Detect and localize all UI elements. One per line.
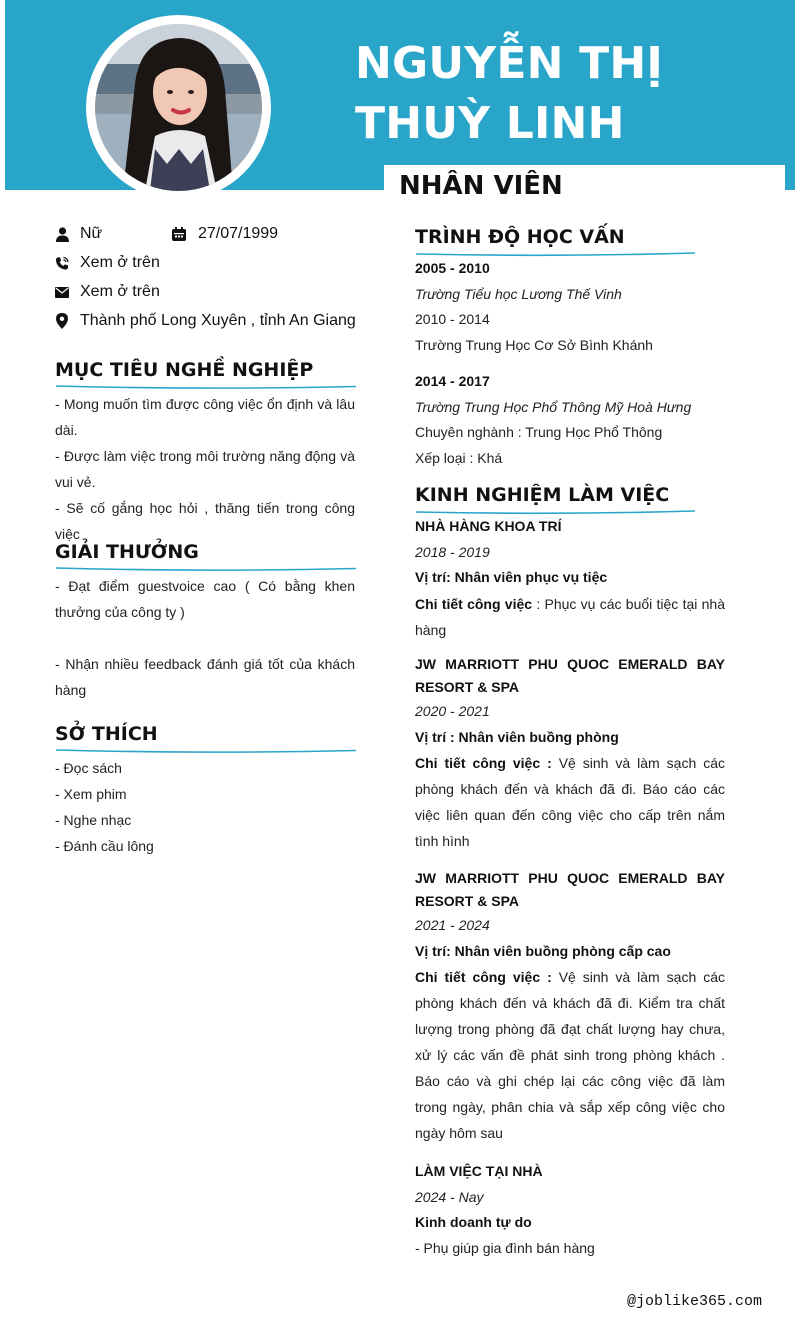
job-detail-label: Chi tiết công việc :	[415, 969, 552, 985]
calendar-icon	[172, 226, 187, 242]
job-position: Vị trí : Nhân viên buồng phòng	[415, 728, 619, 745]
job-company-cont: RESORT & SPA	[415, 893, 519, 909]
gender-value: Nữ	[80, 225, 103, 242]
job-entry	[415, 1159, 725, 1261]
job-detail-text: - Phụ giúp gia đình bán hàng	[415, 1239, 595, 1256]
avatar	[95, 24, 262, 191]
hobby-item: - Xem phim	[55, 786, 127, 802]
awards-list	[55, 573, 355, 703]
job-detail-label: Chi tiết công việc :	[415, 755, 552, 771]
education-title: TRÌNH ĐỘ HỌC VẤN	[415, 226, 625, 248]
job-period: 2021 - 2024	[415, 917, 490, 933]
education-line: Xếp loại : Khá	[415, 449, 503, 466]
candidate-name: NGUYỄN THỊ THUỲ LINH	[355, 38, 663, 149]
job-detail-text: : Phục vụ các buổi tiệc tại nhà hàng	[415, 595, 725, 638]
education-entry	[415, 369, 725, 471]
phone-value: Xem ở trên	[80, 254, 160, 271]
job-detail	[415, 750, 725, 854]
award-item: - Nhận nhiều feedback đánh giá tốt của khách hàng	[55, 656, 355, 698]
job-period: 2020 - 2021	[415, 703, 490, 719]
phone-icon	[55, 255, 69, 271]
job-position: Kinh doanh tự do	[415, 1214, 532, 1230]
job-position: Vị trí: Nhân viên phục vụ tiệc	[415, 569, 608, 585]
hobbies-list	[55, 755, 355, 859]
job-company: NHÀ HÀNG KHOA TRÍ	[415, 518, 562, 534]
objective-list	[55, 391, 355, 547]
dob-value: 27/07/1999	[198, 225, 279, 242]
education-school: Trường Trung Học Phổ Thông Mỹ Hoà Hưng	[415, 398, 692, 415]
dob-row	[172, 223, 278, 245]
job-position: Vị trí: Nhân viên buồng phòng cấp cao	[415, 942, 671, 959]
user-icon	[55, 226, 69, 242]
job-title: NHÂN VIÊN	[399, 171, 563, 201]
email-row	[55, 281, 160, 303]
hobbies-underline	[55, 747, 357, 755]
education-entry	[415, 256, 725, 358]
job-detail	[415, 964, 725, 1146]
watermark: @joblike365.com	[627, 1293, 763, 1310]
phone-row	[55, 252, 160, 274]
job-period: 2024 - Nay	[415, 1188, 484, 1205]
location-pin-icon	[55, 313, 69, 329]
job-company: JW MARRIOTT PHU QUOC EMERALD BAY	[415, 870, 725, 886]
education-line: Chuyên nghành : Trung Học Phổ Thông	[415, 424, 663, 440]
address-value: Thành phố Long Xuyên , tỉnh An Giang	[80, 312, 356, 329]
hobbies-title: SỞ THÍCH	[55, 723, 158, 745]
email-value: Xem ở trên	[80, 283, 160, 300]
job-detail	[415, 591, 725, 643]
job-company-cont: RESORT & SPA	[415, 679, 519, 695]
education-line: 2010 - 2014	[415, 311, 490, 327]
awards-underline	[55, 565, 357, 573]
envelope-icon	[55, 284, 69, 300]
objective-item: - Sẽ cố gắng học hỏi , thăng tiến trong công việc	[55, 500, 355, 542]
objective-title: MỤC TIÊU NGHỀ NGHIỆP	[55, 359, 314, 381]
address-row	[55, 310, 356, 332]
hobby-item: - Đọc sách	[55, 760, 122, 776]
education-period: 2014 - 2017	[415, 373, 490, 389]
job-entry	[415, 653, 725, 854]
job-entry	[415, 867, 725, 1146]
hobby-item: - Nghe nhạc	[55, 812, 132, 828]
objective-item: - Mong muốn tìm được công việc ổn định và lâu dài.	[55, 396, 355, 438]
education-school: Trường Tiểu học Lương Thế Vinh	[415, 285, 622, 302]
award-item: - Đạt điểm guestvoice cao ( Có bằng khen thưởng của công ty )	[55, 578, 355, 620]
job-company: JW MARRIOTT PHU QUOC EMERALD BAY	[415, 656, 725, 672]
experience-title: KINH NGHIỆM LÀM VIỆC	[415, 484, 670, 506]
job-period: 2018 - 2019	[415, 543, 490, 560]
gender-row	[55, 223, 102, 245]
education-period: 2005 - 2010	[415, 260, 490, 276]
objective-item: - Được làm việc trong môi trường năng động và vui vẻ.	[55, 448, 355, 490]
job-company: LÀM VIỆC TẠI NHÀ	[415, 1163, 543, 1179]
job-detail-text: Vệ sinh và làm sạch các phòng khách đến và khách đã đi. Kiểm tra chất lượng trong phòng đã đạt chất lượng hay chưa, xử lý các vấn đề phát sinh trong phòng khách . Báo cáo và ghi chép lại các công việc đã làm trong ngày, phân chia và sắp xếp công việc cho ngày hôm sau	[415, 969, 725, 1141]
job-entry	[415, 514, 725, 643]
awards-title: GIẢI THƯỞNG	[55, 541, 199, 563]
job-detail-text: Vệ sinh và làm sạch các phòng khách đến và khách đã đi. Báo cáo các việc liên quan đến công việc cho cấp trên nắm tình hình	[415, 755, 725, 849]
education-line: Trường Trung Học Cơ Sở Bình Khánh	[415, 336, 653, 353]
hobby-item: - Đánh cầu lông	[55, 838, 154, 854]
job-detail-label: Chi tiết công việc	[415, 595, 533, 612]
objective-underline	[55, 383, 357, 391]
